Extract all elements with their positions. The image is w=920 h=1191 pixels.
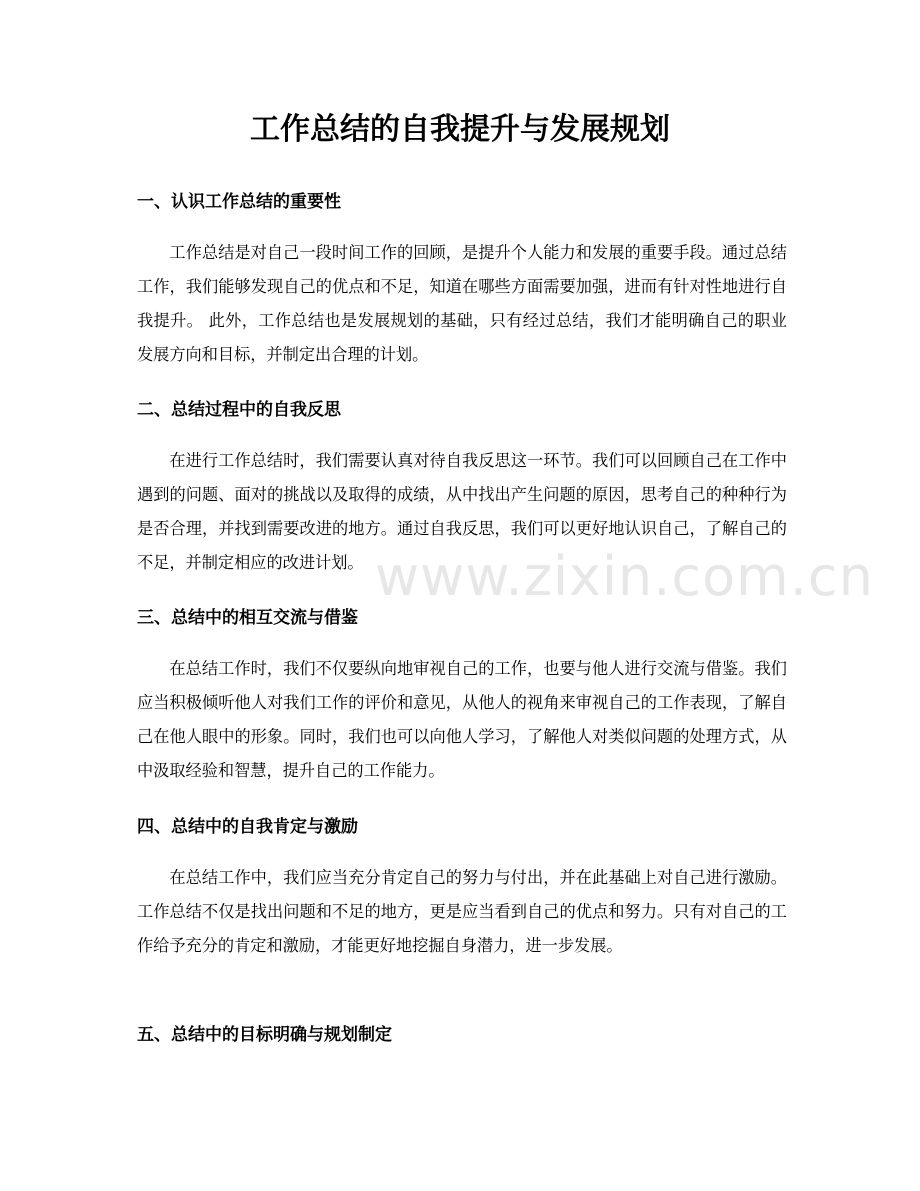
section-paragraph: 工作总结是对自己一段时间工作的回顾，是提升个人能力和发展的重要手段。通过总结工作，我们能够发现自己的优点和不足，知道在哪些方面需要加强，进而有针对性地进行自我提升。 此外，工作总结也是发展规划的基础，只有经过总结，我们才能明确自己的职业发展方向和目标，并制定出合理的计划。 [137, 243, 787, 364]
section-4 [137, 815, 787, 963]
section-5 [137, 1023, 787, 1047]
section-3 [137, 606, 787, 788]
section-1 [137, 190, 787, 372]
section-paragraph: 在总结工作时，我们不仅要纵向地审视自己的工作，也要与他人进行交流与借鉴。我们应当积极倾听他人对我们工作的评价和意见，从他人的视角来审视自己的工作表现，了解自己在他人眼中的形象。同时，我们也可以向他人学习，了解他人对类似问题的处理方式，从中汲取经验和智慧，提升自己的工作能力。 [137, 659, 787, 780]
section-heading: 三、总结中的相互交流与借鉴 [137, 608, 358, 628]
section-2 [137, 398, 787, 580]
document-title: 工作总结的自我提升与发展规划 [250, 112, 670, 147]
section-paragraph: 在总结工作中，我们应当充分肯定自己的努力与付出，并在此基础上对自己进行激励。工作总结不仅是找出问题和不足的地方，更是应当看到自己的优点和努力。只有对自己的工作给予充分的肯定和激励，才能更好地挖掘自身潜力，进一步发展。 [137, 868, 787, 955]
section-heading: 四、总结中的自我肯定与激励 [137, 817, 358, 837]
section-paragraph: 在进行工作总结时，我们需要认真对待自我反思这一环节。我们可以回顾自己在工作中遇到的问题、面对的挑战以及取得的成绩，从中找出产生问题的原因，思考自己的种种行为是否合理，并找到需要改进的地方。通过自我反思，我们可以更好地认识自己，了解自己的不足，并制定相应的改进计划。 [137, 451, 787, 572]
section-heading: 二、总结过程中的自我反思 [137, 400, 341, 420]
section-heading: 一、认识工作总结的重要性 [137, 192, 341, 212]
watermark: www.zixin.com.cn [375, 545, 874, 608]
section-heading: 五、总结中的目标明确与规划制定 [137, 1025, 392, 1045]
